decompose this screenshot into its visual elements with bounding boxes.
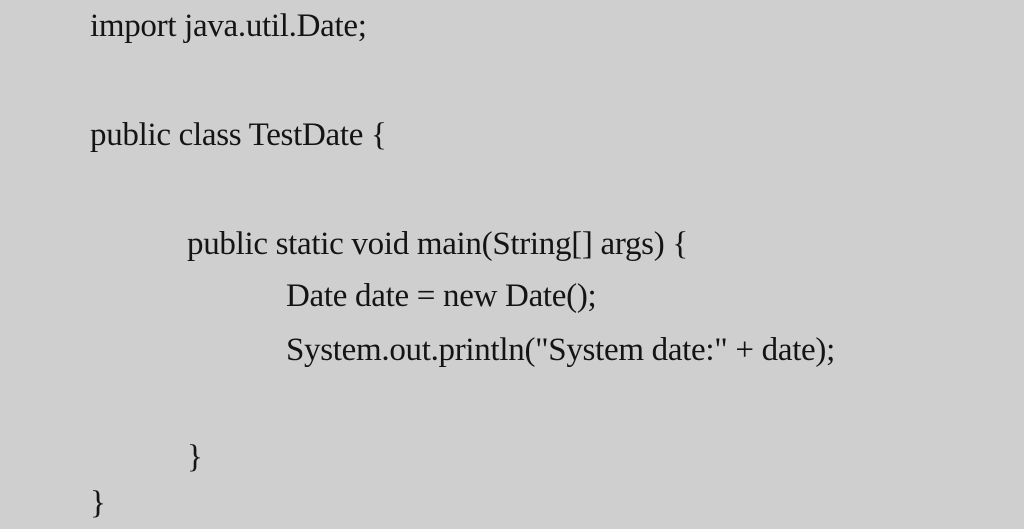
- code-line-main-method: public static void main(String[] args) {: [187, 226, 688, 262]
- code-line-date-declaration: Date date = new Date();: [286, 278, 597, 314]
- code-line-println: System.out.println("System date:" + date);: [286, 332, 835, 368]
- code-line-method-close-brace: }: [187, 439, 203, 475]
- code-line-class-close-brace: }: [90, 485, 106, 521]
- code-line-import: import java.util.Date;: [90, 8, 367, 44]
- code-line-class-declaration: public class TestDate {: [90, 117, 387, 153]
